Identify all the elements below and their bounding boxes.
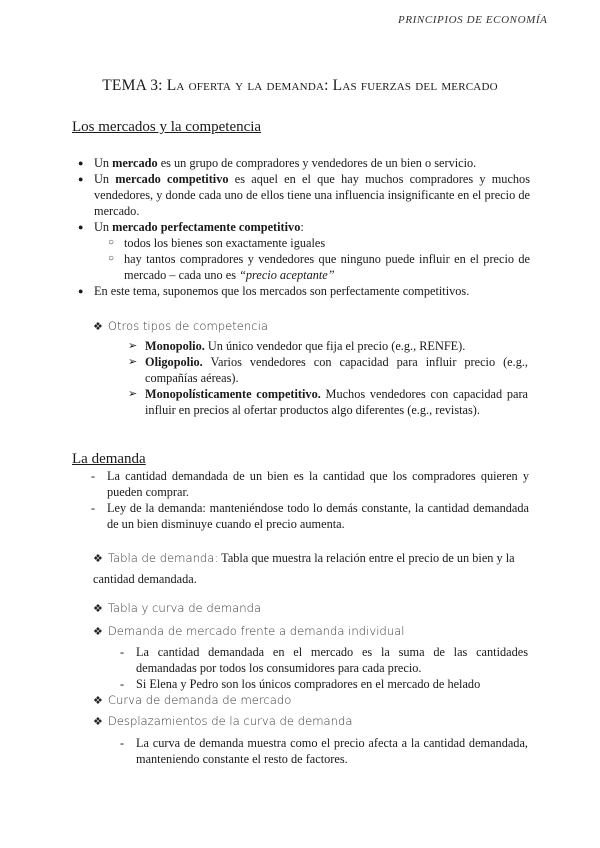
list-item: - La cantidad demandada de un bien es la cantidad que los compradores quieren y pueden comprar. <box>91 469 529 499</box>
subsection-otros-tipos: ❖ Otros tipos de competencia <box>93 319 268 333</box>
term-mercado-perfecto: mercado perfectamente competitivo <box>112 220 301 234</box>
diamond-bullet-icon: ❖ <box>93 694 103 707</box>
sub-list-item: ○ todos los bienes son exactamente iguales <box>108 236 326 250</box>
bullet-list <box>78 155 530 299</box>
bullet-icon: ● <box>78 174 84 184</box>
term-mercado-competitivo: mercado competitivo <box>115 172 229 186</box>
diamond-bullet-icon: ❖ <box>93 625 103 638</box>
note-desplazamientos: ❖ Desplazamientos de la curva de demanda <box>93 714 353 728</box>
dash-bullet: - <box>91 501 96 515</box>
list-item: ● Un mercado competitivo es aquel en el que hay muchos compradores y muchos vendedores, y donde cada uno de ellos tiene una influencia insignificante en el precio de mercado. <box>78 172 530 218</box>
shift-list <box>120 735 528 767</box>
section-heading-mercados: Los mercados y la competencia <box>72 119 262 135</box>
diamond-bullet-icon: ❖ <box>93 602 103 615</box>
list-item: ● Un mercado perfectamente competitivo: <box>78 220 304 234</box>
note-demanda-mercado: ❖ Demanda de mercado frente a demanda individual <box>93 624 405 638</box>
list-item: ➢ Monopolio. Un único vendedor que fija el precio (e.g., RENFE). <box>128 339 466 353</box>
list-item: - La cantidad demandada en el mercado es la suma de las cantidades demandadas por todos los consumidores para cada precio. <box>120 645 528 675</box>
course-header: PRINCIPIOS DE ECONOMÍA <box>398 14 548 26</box>
section-heading-demanda: La demanda <box>72 451 146 467</box>
bullet-icon: ● <box>78 286 84 296</box>
list-item: ● En este tema, suponemos que los mercados son perfectamente competitivos. <box>78 284 470 298</box>
list-item: ➢ Monopolísticamente competitivo. Muchos vendedores con capacidad para influir en precios al ofertar productos algo diferentes (e.g., revistas). <box>128 387 528 417</box>
dash-bullet: - <box>120 736 125 750</box>
term-mercado: mercado <box>112 156 158 170</box>
page-title: TEMA 3: La oferta y la demanda: Las fuerzas del mercado <box>102 77 498 94</box>
dash-bullet: - <box>120 677 125 691</box>
arrow-bullet-icon: ➢ <box>128 388 138 400</box>
arrow-bullet-icon: ➢ <box>128 356 138 368</box>
tabla-demanda-note: ❖ Tabla de demanda: Tabla que muestra la relación entre el precio de un bien y la cantidad demandada. <box>93 551 515 586</box>
diamond-bullet-icon: ❖ <box>93 715 103 728</box>
list-item: - Si Elena y Pedro son los únicos compradores en el mercado de helado <box>120 677 481 691</box>
circle-bullet-icon: ○ <box>108 253 115 264</box>
dash-bullet: - <box>91 469 96 483</box>
circle-bullet-icon: ○ <box>108 237 115 248</box>
list-item: ● Un mercado es un grupo de compradores y vendedores de un bien o servicio. <box>78 156 477 170</box>
dash-bullet: - <box>120 645 125 659</box>
list-item: ➢ Oligopolio. Varios vendedores con capacidad para influir precio (e.g., compañías aéreas). <box>128 355 528 385</box>
note-tabla-curva: ❖ Tabla y curva de demanda <box>93 601 262 615</box>
list-item: - La curva de demanda muestra como el precio afecta a la cantidad demandada, manteniendo constante el resto de factores. <box>120 736 528 766</box>
competition-types-list <box>128 338 528 418</box>
bullet-icon: ● <box>78 158 84 168</box>
arrow-bullet-icon: ➢ <box>128 340 138 352</box>
market-demand-list <box>120 644 528 692</box>
diamond-bullet-icon: ❖ <box>93 320 103 333</box>
diamond-bullet-icon: ❖ <box>93 553 103 565</box>
list-item: - Ley de la demanda: manteniéndose todo lo demás constante, la cantidad demandada de un bien disminuye cuando el precio aumenta. <box>91 501 529 531</box>
note-curva-mercado: ❖ Curva de demanda de mercado <box>93 693 292 707</box>
sub-list-item: ○ hay tantos compradores y vendedores que ninguno puede influir en el precio de mercado – cada uno es “precio aceptante” <box>108 252 530 282</box>
bullet-icon: ● <box>78 222 84 232</box>
demand-definitions <box>91 468 529 532</box>
